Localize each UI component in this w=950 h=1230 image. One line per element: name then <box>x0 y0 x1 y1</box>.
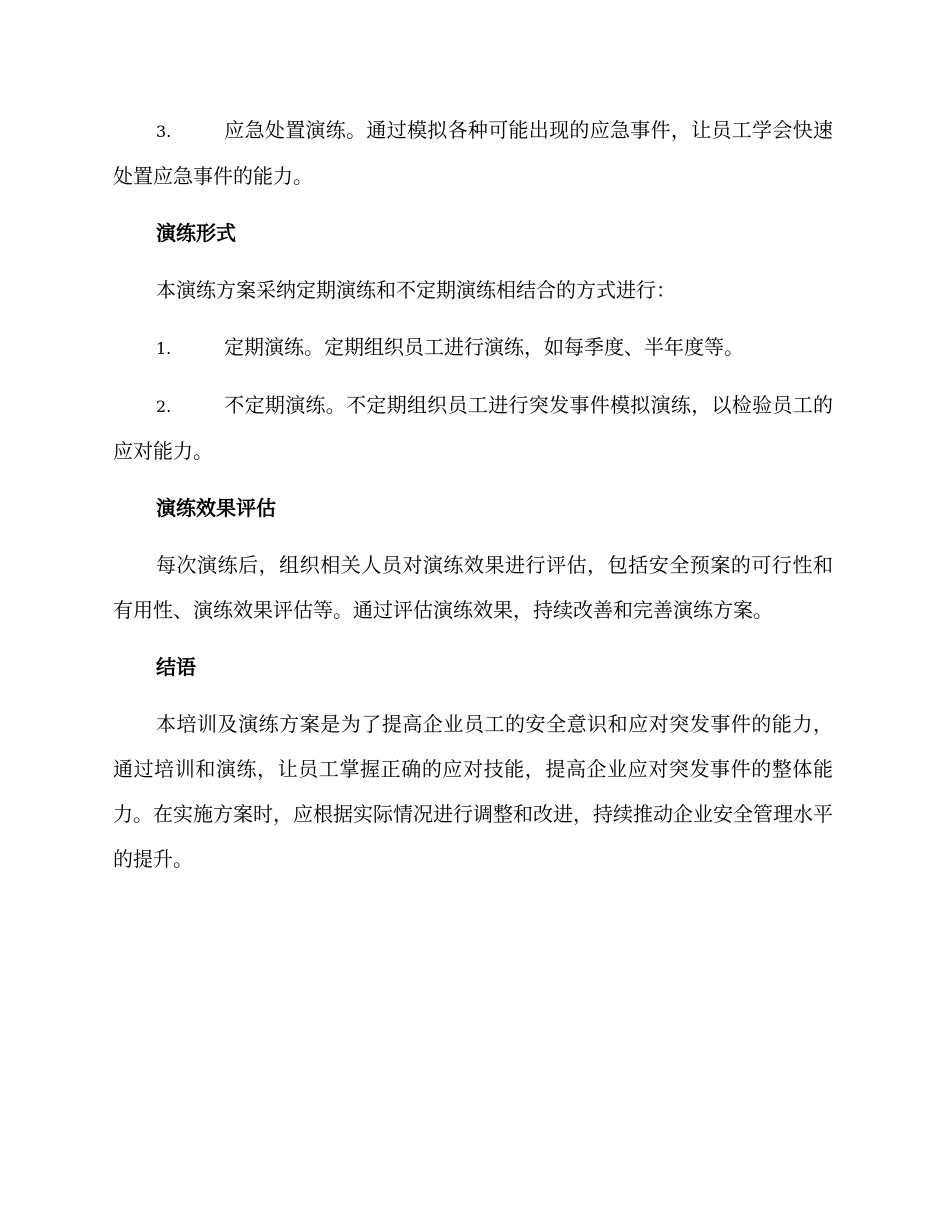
list-number: 3. <box>156 122 172 141</box>
section-form-intro: 本演练方案采纳定期演练和不定期演练相结合的方式进行： <box>156 278 676 302</box>
list-item-3 <box>113 108 833 199</box>
list-text: 不定期演练。不定期组织员工进行突发事件模拟演练，以检验员工的应对能力。 <box>113 393 833 463</box>
section-heading-conclusion: 结语 <box>156 655 196 679</box>
document-body <box>113 108 833 894</box>
section-heading-form: 演练形式 <box>156 221 236 245</box>
list-item-1 <box>113 325 833 371</box>
section-heading-eval: 演练效果评估 <box>156 496 276 520</box>
list-number: 1. <box>156 339 172 358</box>
list-text: 定期演练。定期组织员工进行演练，如每季度、半年度等。 <box>224 335 744 359</box>
list-item-2 <box>113 383 833 474</box>
section-conclusion-text: 本培训及演练方案是为了提高企业员工的安全意识和应对突发事件的能力，通过培训和演练，让员工掌握正确的应对技能，提高企业应对突发事件的整体能力。在实施方案时，应根据实际情况进行调整和改进，持续推动企业安全管理水平的提升。 <box>113 712 833 871</box>
list-number: 2. <box>156 397 172 416</box>
section-eval-text: 每次演练后，组织相关人员对演练效果进行评估，包括安全预案的可行性和有用性、演练效果评估等。通过评估演练效果，持续改善和完善演练方案。 <box>113 553 833 622</box>
list-text: 应急处置演练。通过模拟各种可能出现的应急事件，让员工学会快速处置应急事件的能力。 <box>113 118 833 188</box>
